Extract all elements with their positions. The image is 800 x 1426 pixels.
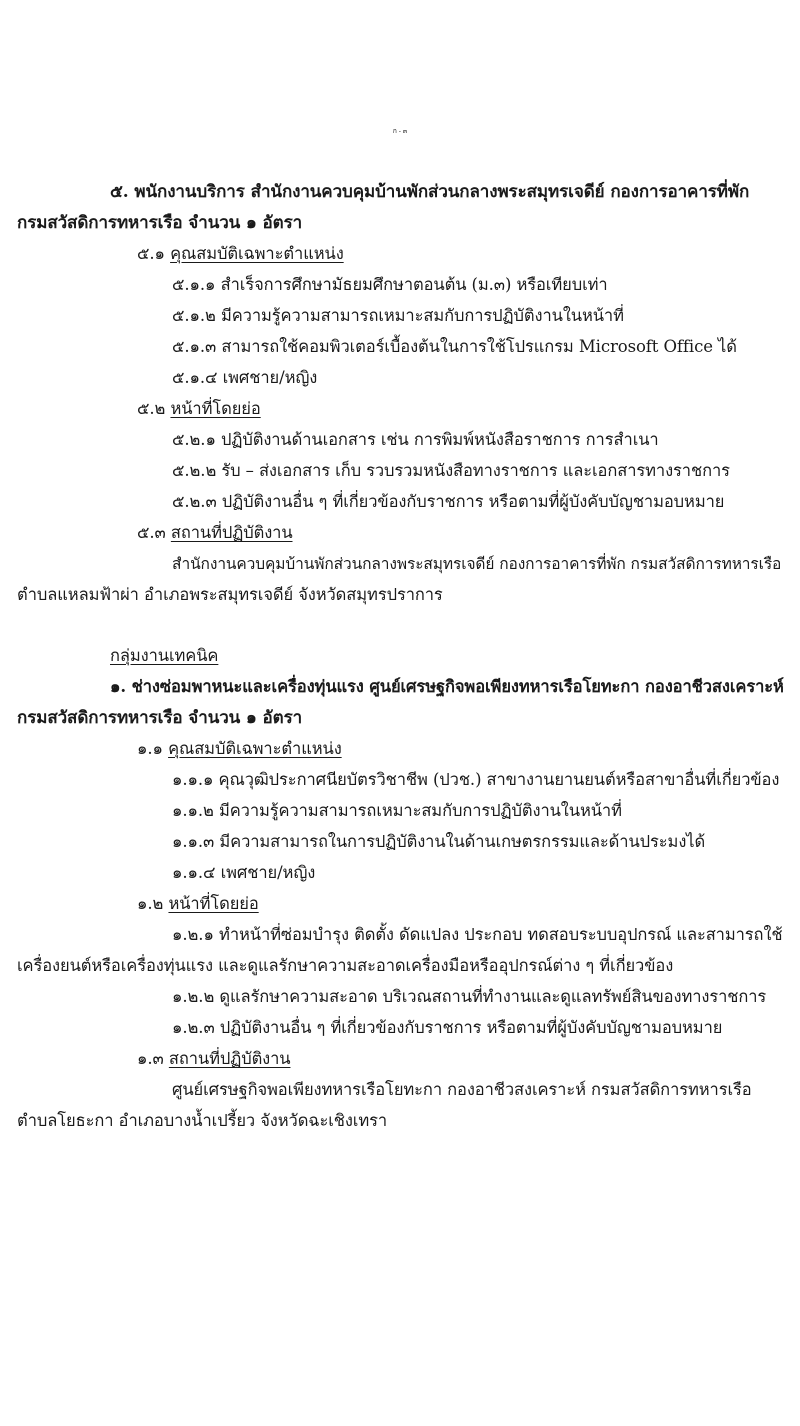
section5-place-heading bbox=[137, 522, 293, 544]
tech-qual-heading-num: ๑.๑ bbox=[137, 739, 163, 758]
section5-duty-item: ๕.๒.๒ รับ – ส่งเอกสาร เก็บ รวบรวมหนังสือทางราชการ และเอกสารทางราชการ bbox=[172, 461, 730, 480]
tech-duty1-line2: เครื่องยนต์หรือเครื่องทุ่นแรง และดูแลรักษาความสะอาดเครื่องมือหรืออุปกรณ์ต่าง ๆ ที่เกี่ยวข้อง bbox=[17, 956, 674, 975]
page-number: ก - ๓ bbox=[392, 127, 408, 135]
tech-duty-item: ๑.๒.๒ ดูแลรักษาความสะอาด บริเวณสถานที่ทำงานและดูแลทรัพย์สินของทางราชการ bbox=[172, 987, 767, 1006]
tech-section1-title-line2: กรมสวัสดิการทหารเรือ จำนวน ๑ อัตรา bbox=[17, 708, 303, 728]
tech-qual-item: ๑.๑.๓ มีความสามารถในการปฏิบัติงานในด้านเกษตรกรรมและด้านประมงได้ bbox=[172, 832, 706, 851]
tech-place-heading-num: ๑.๓ bbox=[137, 1049, 164, 1068]
tech-qual-item: ๑.๑.๑ คุณวุฒิประกาศนียบัตรวิชาชีพ (ปวช.) สาขางานยานยนต์หรือสาขาอื่นที่เกี่ยวข้อง bbox=[172, 770, 780, 789]
tech-place-line2: ตำบลโยธะกา อำเภอบางน้ำเปรี้ยว จังหวัดฉะเชิงเทรา bbox=[17, 1111, 388, 1130]
section5-qual-item: ๕.๑.๒ มีความรู้ความสามารถเหมาะสมกับการปฏิบัติงานในหน้าที่ bbox=[172, 306, 624, 325]
tech-duty1-line1: ๑.๒.๑ ทำหน้าที่ซ่อมบำรุง ติดตั้ง ดัดแปลง ประกอบ ทดสอบระบบอุปกรณ์ และสามารถใช้ bbox=[172, 925, 783, 944]
tech-qual-heading-text: คุณสมบัติเฉพาะตำแหน่ง bbox=[168, 739, 342, 758]
tech-duty-item: ๑.๒.๓ ปฏิบัติงานอื่น ๆ ที่เกี่ยวข้องกับราชการ หรือตามที่ผู้บังคับบัญชามอบหมาย bbox=[172, 1018, 723, 1037]
section5-place-line2: ตำบลแหลมฟ้าผ่า อำเภอพระสมุทรเจดีย์ จังหวัดสมุทรปราการ bbox=[17, 585, 443, 604]
section5-qual-heading-num: ๕.๑ bbox=[137, 244, 165, 263]
section5-place-heading-text: สถานที่ปฏิบัติงาน bbox=[170, 523, 293, 542]
section5-qual-item: ๕.๑.๓ สามารถใช้คอมพิวเตอร์เบื้องต้นในการใช้โปรแกรม Microsoft Office ได้ bbox=[172, 337, 737, 356]
tech-duty-heading-text: หน้าที่โดยย่อ bbox=[168, 894, 259, 913]
section5-qual-heading-text: คุณสมบัติเฉพาะตำแหน่ง bbox=[170, 244, 344, 263]
section5-title-line1: ๕. พนักงานบริการ สำนักงานควบคุมบ้านพักส่วนกลางพระสมุทรเจดีย์ กองการอาคารที่พัก bbox=[110, 182, 750, 202]
section5-duty-heading bbox=[137, 398, 261, 420]
tech-place-heading bbox=[137, 1048, 290, 1070]
tech-section1-title-line1: ๑. ช่างซ่อมพาหนะและเครื่องทุ่นแรง ศูนย์เศรษฐกิจพอเพียงทหารเรือโยทะกา กองอาชีวสงเคราะห์ bbox=[110, 677, 784, 696]
tech-qual-item: ๑.๑.๔ เพศชาย/หญิง bbox=[172, 863, 316, 882]
section5-title-line2: กรมสวัสดิการทหารเรือ จำนวน ๑ อัตรา bbox=[17, 213, 303, 233]
section5-duty-heading-num: ๕.๒ bbox=[137, 399, 166, 418]
tech-qual-item: ๑.๑.๒ มีความรู้ความสามารถเหมาะสมกับการปฏิบัติงานในหน้าที่ bbox=[172, 801, 622, 820]
section5-qual-item: ๕.๑.๔ เพศชาย/หญิง bbox=[172, 368, 318, 387]
tech-duty-heading bbox=[137, 893, 259, 915]
section5-duty-heading-text: หน้าที่โดยย่อ bbox=[170, 399, 261, 418]
section5-duty-item: ๕.๒.๓ ปฏิบัติงานอื่น ๆ ที่เกี่ยวข้องกับราชการ หรือตามที่ผู้บังคับบัญชามอบหมาย bbox=[172, 492, 725, 511]
tech-place-line1: ศูนย์เศรษฐกิจพอเพียงทหารเรือโยทะกา กองอาชีวสงเคราะห์ กรมสวัสดิการทหารเรือ bbox=[172, 1080, 752, 1099]
tech-qual-heading bbox=[137, 738, 342, 760]
technical-group-heading: กลุ่มงานเทคนิค bbox=[110, 646, 219, 665]
section5-place-line1: สำนักงานควบคุมบ้านพักส่วนกลางพระสมุทรเจดีย์ กองการอาคารที่พัก กรมสวัสดิการทหารเรือ bbox=[172, 555, 782, 573]
tech-duty-heading-num: ๑.๒ bbox=[137, 894, 164, 913]
section5-qual-heading bbox=[137, 243, 344, 265]
section5-duty-item: ๕.๒.๑ ปฏิบัติงานด้านเอกสาร เช่น การพิมพ์หนังสือราชการ การสำเนา bbox=[172, 430, 659, 449]
section5-place-heading-num: ๕.๓ bbox=[137, 523, 166, 542]
tech-place-heading-text: สถานที่ปฏิบัติงาน bbox=[168, 1049, 291, 1068]
section5-qual-item: ๕.๑.๑ สำเร็จการศึกษามัธยมศึกษาตอนต้น (ม.๓) หรือเทียบเท่า bbox=[172, 275, 608, 294]
